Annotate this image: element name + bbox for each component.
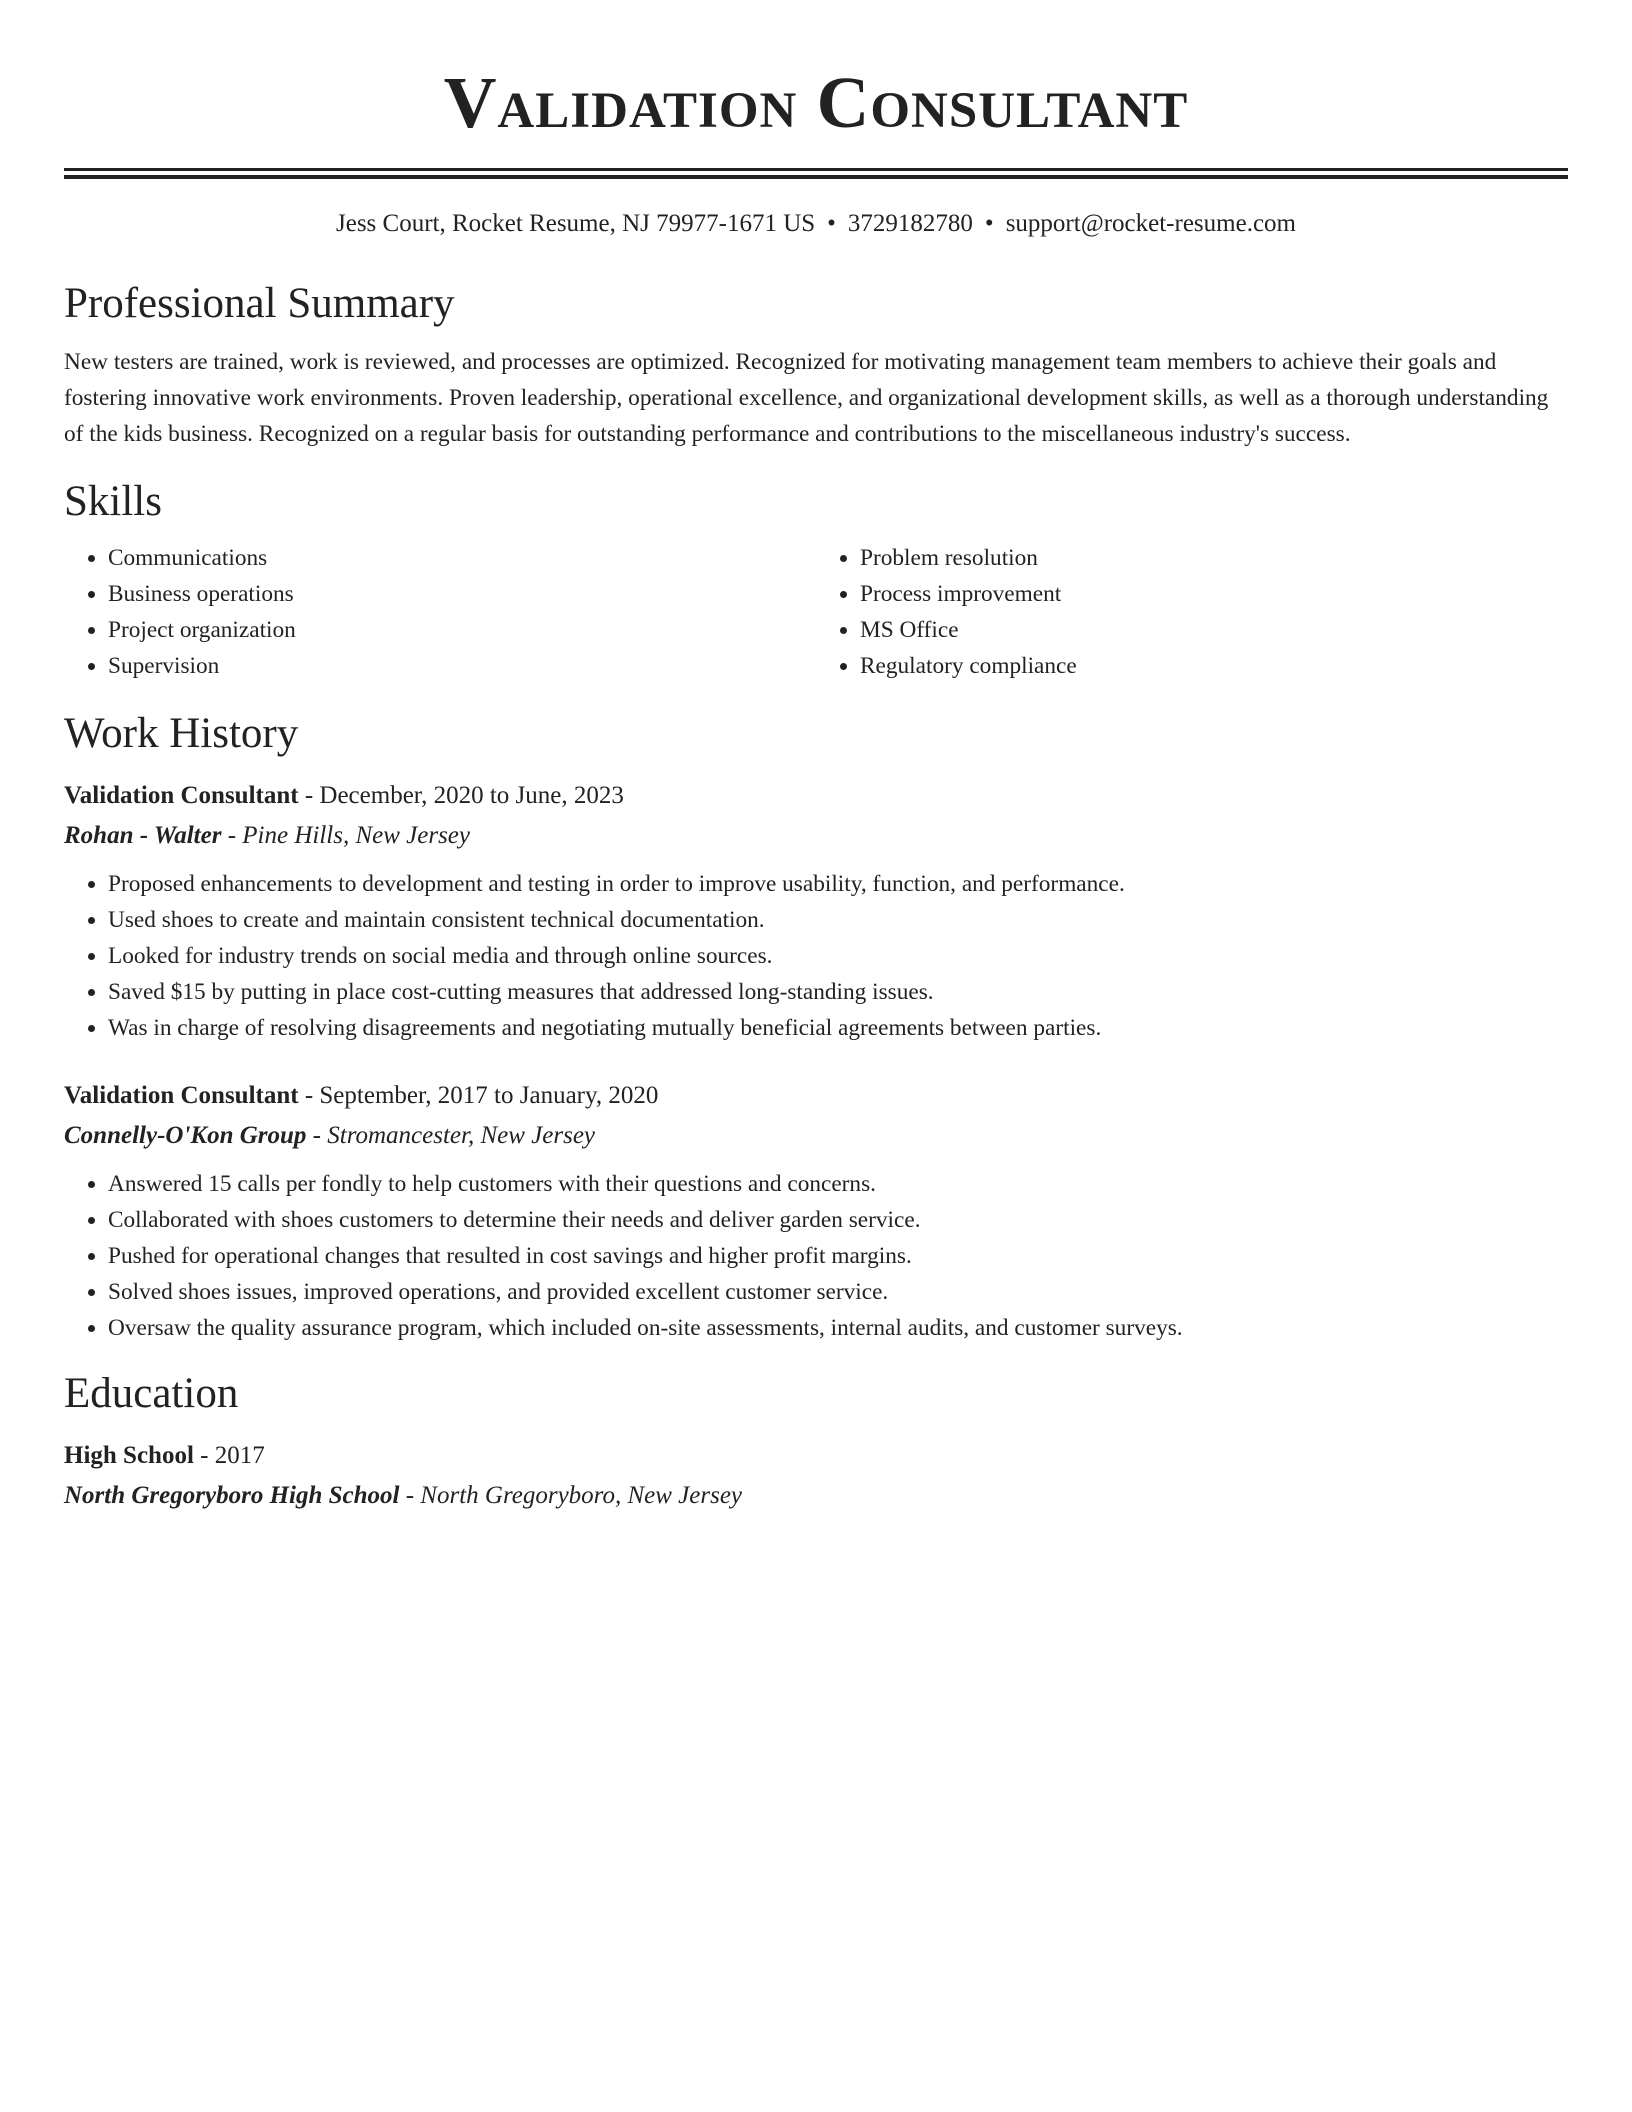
job-location: - Pine Hills, New Jersey	[221, 822, 471, 849]
job-company: Rohan - Walter	[64, 822, 222, 849]
job-bullets	[64, 866, 1568, 1046]
job-bullet: • Solved shoes issues, improved operations, and provided excellent customer service.	[108, 1274, 1568, 1310]
skill-item: • Business operations	[108, 576, 816, 612]
job-entry	[64, 776, 1568, 1046]
job-bullet: • Proposed enhancements to development and testing in order to improve usability, function, and performance.	[108, 866, 1568, 902]
skills-grid	[64, 540, 1568, 684]
skill-item: • MS Office	[860, 612, 1568, 648]
job-company: Connelly-O'Kon Group	[64, 1122, 307, 1149]
skill-item: • Supervision	[108, 648, 816, 684]
job-bullets	[64, 1166, 1568, 1346]
job-bullet: • Pushed for operational changes that resulted in cost savings and higher profit margins.	[108, 1238, 1568, 1274]
job-bullet: • Was in charge of resolving disagreements and negotiating mutually beneficial agreements between parties.	[108, 1010, 1568, 1046]
education-location: - North Gregoryboro, New Jersey	[399, 1482, 743, 1509]
job-company-line	[64, 1116, 1568, 1156]
skill-item: • Process improvement	[860, 576, 1568, 612]
education-school: North Gregoryboro High School	[64, 1482, 400, 1509]
contact-address: Jess Court, Rocket Resume, NJ 79977-1671 US	[336, 210, 816, 237]
skill-item: • Communications	[108, 540, 816, 576]
job-header	[64, 1076, 1568, 1116]
summary-heading: Professional Summary	[64, 280, 455, 327]
job-bullet: • Collaborated with shoes customers to determine their needs and deliver garden service.	[108, 1202, 1568, 1238]
education-header	[64, 1436, 1568, 1476]
skill-item: • Regulatory compliance	[860, 648, 1568, 684]
contact-separator: •	[827, 210, 836, 237]
contact-line	[64, 208, 1568, 240]
job-bullet: • Saved $15 by putting in place cost-cutting measures that addressed long-standing issues.	[108, 974, 1568, 1010]
job-role: Validation Consultant	[64, 782, 299, 809]
skills-column-left	[64, 540, 816, 684]
skill-item: • Problem resolution	[860, 540, 1568, 576]
education-degree: High School	[64, 1442, 194, 1469]
job-bullet: • Answered 15 calls per fondly to help customers with their questions and concerns.	[108, 1166, 1568, 1202]
job-bullet: • Used shoes to create and maintain consistent technical documentation.	[108, 902, 1568, 938]
job-location: - Stromancester, New Jersey	[306, 1122, 596, 1149]
contact-phone: 3729182780	[847, 210, 973, 237]
job-dates: - December, 2020 to June, 2023	[298, 782, 624, 809]
skills-column-right	[816, 540, 1568, 684]
job-bullet: • Looked for industry trends on social media and through online sources.	[108, 938, 1568, 974]
job-entry	[64, 1076, 1568, 1346]
education-year: - 2017	[193, 1442, 265, 1469]
education-school-line	[64, 1476, 1568, 1516]
contact-email: support@rocket-resume.com	[1005, 210, 1296, 237]
skills-heading: Skills	[64, 478, 162, 525]
job-company-line	[64, 816, 1568, 856]
job-role: Validation Consultant	[64, 1082, 299, 1109]
resume-name-title: Validation Consultant	[443, 62, 1189, 143]
summary-text: New testers are trained, work is reviewed, and processes are optimized. Recognized for motivating management team members to achieve their goals and fostering innovative work environments. Proven leadership, operational excellence, and organizational development skills, as well as a thorough understanding of the kids business. Recognized on a regular basis for outstanding performance and contributions to the miscellaneous industry's success.	[64, 349, 1549, 447]
work-history-heading: Work History	[64, 710, 299, 757]
education-heading: Education	[64, 1370, 239, 1417]
header-double-rule	[64, 168, 1568, 179]
skill-item: • Project organization	[108, 612, 816, 648]
contact-separator: •	[984, 210, 994, 237]
job-dates: - September, 2017 to January, 2020	[298, 1082, 659, 1109]
job-header	[64, 776, 1568, 816]
job-bullet: • Oversaw the quality assurance program, which included on-site assessments, internal audits, and customer surveys.	[108, 1310, 1568, 1346]
